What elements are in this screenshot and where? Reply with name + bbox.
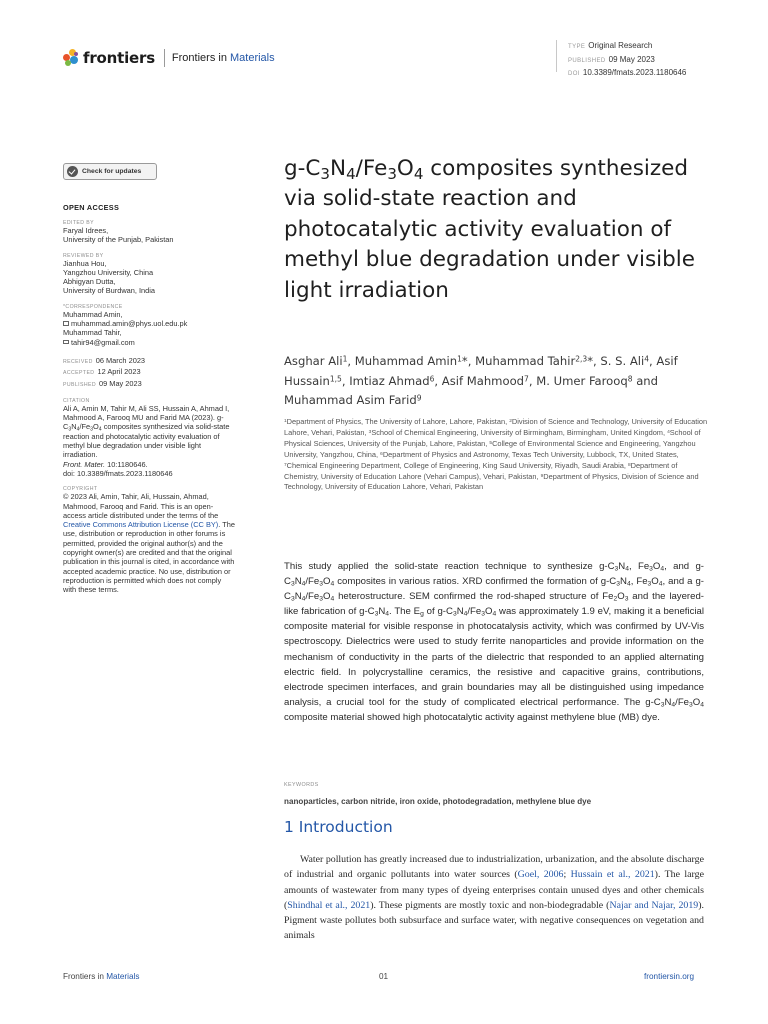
frontiers-logo-icon [63,49,79,67]
citation-link[interactable]: Goel, 2006 [517,869,564,881]
citation-doi[interactable]: doi: 10.3389/fmats.2023.1180646 [63,468,173,478]
affiliation-number: 7 [284,462,287,468]
author-separator: and [632,373,659,388]
copyright: © 2023 Ali, Amin, Tahir, Ali, Hussain, Ahmad, Mahmood, Farooq and Farid. This is an open-access article distributed under the terms of the Creative Commons Attribution License (CC BY). The use, distribution or reproduction in other forums is permitted, provided the original author(s) and the copyright owner(s) are credited and that the original publication in this journal is cited, in accordance with accepted academic practice. No use, distribution or reproduction is permitted which does not comply with these terms. [63,492,235,595]
citation: Ali A, Amin M, Tahir M, Ali SS, Hussain A, Ahmad I, Mahmood A, Farooq MU and Farid MA (2023). $g-C_3N_4/Fe_3O_4$ composites synthesized via solid-state reaction and photocatalytic activity evaluation of methyl blue degradation under visible light irradiation. Front. Mater. 10:1180646. doi: 10.3389/fmats.2023.1180646 [63,403,230,478]
author-separator: , [467,354,476,368]
journal-name[interactable]: Frontiers in Materials [171,52,275,64]
footer-journal[interactable]: Frontiers in Materials [63,972,140,981]
journal-header [63,47,275,69]
affiliation-number: 9 [540,473,544,479]
author[interactable]: Muhammad Asim Farid$^9$ [284,393,422,407]
article-doi[interactable]: DOI 10.3389/fmats.2023.1180646 [568,68,687,77]
reviewed-by-label: REVIEWED BY [63,252,104,259]
dates: RECEIVED 06 March 2023 ACCEPTED 12 April 2023 PUBLISHED 09 May 2023 [63,355,146,388]
correspondence-label: *CORRESPONDENCE [63,303,123,310]
author[interactable]: Muhammad Amin$^1$* [354,354,468,368]
correspondence: Muhammad Amin, muhammad.amin@phys.uol.edu.pk Muhammad Tahir, tahir94@gmail.com [63,310,235,347]
author-separator: , [593,354,601,368]
author[interactable]: M. Umer Farooq$^8$ [536,373,633,388]
reviewed-by: Jianhua Hou, Yangzhou University, China Abhigyan Dutta, University of Burdwan, India [63,258,156,296]
header-divider [164,49,165,67]
email-link[interactable]: tahir94@gmail.com [63,338,235,347]
author-separator: , [434,373,442,388]
affiliation: School of Physical Sciences, University of the Punjab, Lahore, Pakistan, [284,427,701,448]
affiliation: Division of Science and Technology, University of Education Lahore, Vehari, Pakistan, [284,417,708,437]
author-separator: , [649,354,657,368]
affiliation: Department of Chemistry, University of Education Lahore (Vehari Campus), Vehari, Pakistan, [284,460,678,481]
meta-divider [556,40,557,72]
author-separator: , [347,354,355,368]
copyright-label: COPYRIGHT [63,486,98,493]
edited-by: Faryal Idrees, University of the Punjab, Pakistan [63,226,174,245]
email-link[interactable]: muhammad.amin@phys.uol.edu.pk [63,319,235,328]
keywords: nanoparticles, carbon nitride, iron oxide, photodegradation, methylene blue dye [284,797,592,806]
footer-site-link[interactable]: frontiersin.org [644,972,695,981]
affiliation-number: 6 [380,451,383,457]
citation-label: CITATION [63,397,90,404]
mail-icon [63,340,69,345]
affiliation: Department of Physics, The University of Lahore, Lahore, Pakistan, [286,417,510,426]
mail-icon [63,321,69,326]
affiliation: Department of Physics and Astronomy, Texas Tech University, Lubbock, TX, United States, [382,449,679,459]
article-title: $g-C_3N_4/Fe_3O_4$ composites synthesized via solid-state reaction and photocatalytic activity evaluation of methyl blue degradation under visible light irradiation [284,156,695,303]
article-published: PUBLISHED 09 May 2023 [568,54,655,64]
intro-paragraph: Water pollution has greatly increased due to industrialization, urbanization, and the absolute discharge of industrial and organic pollutants into water sources (Goel, 2006; Hussain et al., 2021). The large amounts of wastewater from many types of dyeing enterprises contain unused dyes and other chemicals (Shindhal et al., 2021). These pigments are mostly toxic and non-biodegradable (Najar and Najar, 2019). Pigment waste pollutes both subsurface and surface water, with negative consequences on vegetation and animals [284,854,704,942]
check-icon [67,166,78,177]
abstract: This study applied the solid-state reaction technique to synthesize $g-C_3N_4$, $Fe_3O_4$, and $g-C_3N_4/Fe_3O_4$ composites in various ratios. XRD confirmed the formation of $g-C_3N_4$, $Fe_3O_4$, and a $g-C_3N_4/Fe_3O_4$ heterostructure. SEM confirmed the rod-shaped structure of $Fe_2O_3$ and the layered-like fabrication of $g-C_3N_4$. The $E_g$ of $g-C_3N_4/Fe_3O_4$ was approximately 1.9 eV, making it a beneficial composite material for visible response in photocatalysis activity, which was confirmed by UV-Vis spectroscopy. Dielectrics were used to study ferrite nanoparticles and provide information on the mechanism of conductivity in the parts of the dielectric that responded to an applied alternating electric field. In polycrystalline ceramics, the resistive and capacitive grains, contributions, electrode specimen interfaces, and grain boundaries may all be distinguished using impedance analysis, a crucial tool for the study of complicated electrical performance. The $g-C_3N_4/Fe_3O_4$ composite material showed high photocatalytic activity against methylene blue (MB) dye. [284,561,704,723]
author[interactable]: S. S. Ali$^4$ [600,354,650,368]
affiliation: Department of Physics, Division of Science and Technology, University of Education Lahore, Vehari, Pakistan [284,471,699,492]
author[interactable]: Muhammad Tahir$^{2,3}$* [475,354,594,368]
section-heading: 1 Introduction [284,818,393,836]
affiliations [284,417,709,493]
edited-by-label: EDITED BY [63,220,94,226]
license-link[interactable]: Creative Commons Attribution License (CC BY) [63,520,219,530]
keywords-label: KEYWORDS [284,782,319,788]
author[interactable]: Imtiaz Ahmad$^6$ [349,373,435,388]
affiliation-number: 3 [368,429,372,435]
sidebar [63,163,235,595]
citation-link[interactable]: Hussain et al., 2021 [570,869,655,881]
affiliation-number: 2 [509,418,512,424]
page-number: 01 [379,972,389,981]
frontiers-logo-text: frontiers [83,49,155,67]
affiliation: Chemical Engineering Department, College of Engineering, King Saud University, Riyadh, Saudi Arabia, [286,460,628,470]
author[interactable]: Asif Hussain$^{1,5}$ [284,354,678,388]
citation-link[interactable]: Najar and Najar, 2019 [609,899,699,911]
author[interactable]: Asif Mahmood$^7$ [441,373,529,388]
affiliation: College of Environmental Science and Engineering, Yangzhou University, Yangzhou, China, [284,438,696,459]
affiliation-number: 1 [284,418,287,424]
affiliation: School of Chemical Engineering, University of Birmingham, Birmingham, United Kingdom, [371,427,668,437]
affiliation-number: 5 [489,440,493,446]
citation-link[interactable]: Shindhal et al., 2021 [287,899,371,911]
author-separator: , [341,373,350,388]
affiliation-number: 8 [627,462,631,468]
author[interactable]: Asghar Ali$^1$ [284,354,348,368]
affiliation-number: 4 [667,429,670,435]
author-separator: , [528,373,537,388]
article-meta [568,40,686,81]
check-updates-button[interactable]: Check for updates [63,163,157,180]
open-access-label: OPEN ACCESS [63,203,120,212]
article-type: TYPE Original Research [568,41,653,50]
author-list [284,352,709,411]
